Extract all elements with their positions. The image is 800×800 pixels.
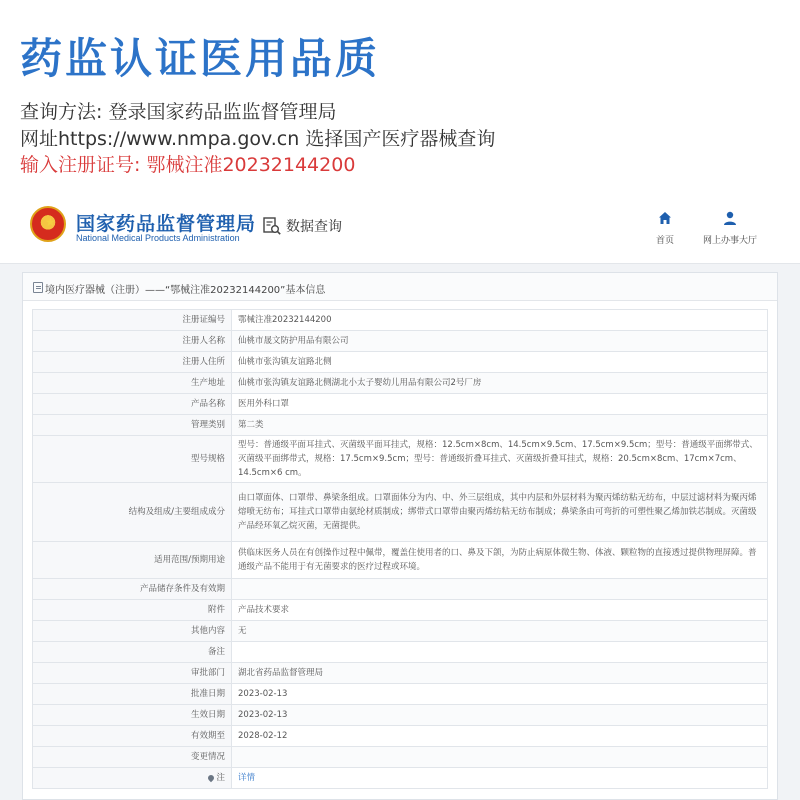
row-value (232, 579, 768, 600)
table-row (33, 415, 768, 436)
row-value (232, 747, 768, 768)
banner-website: 网址https://www.nmpa.gov.cn 选择国产医疗器械查询 (20, 128, 496, 150)
row-value: 第二类 (232, 415, 768, 436)
row-key: 生产地址 (33, 373, 232, 394)
table-row (33, 310, 768, 331)
row-value: 无 (232, 621, 768, 642)
row-key: 变更情况 (33, 747, 232, 768)
row-key: 注册证编号 (33, 310, 232, 331)
row-value: 2023-02-13 (232, 705, 768, 726)
row-value: 2028-02-12 (232, 726, 768, 747)
row-key: 型号规格 (33, 436, 232, 483)
table-row (33, 726, 768, 747)
data-query-label: 数据查询 (286, 219, 342, 235)
table-row (33, 705, 768, 726)
table-row (33, 684, 768, 705)
row-value: 型号：普通级平面耳挂式、灭菌级平面耳挂式，规格：12.5cm×8cm、14.5cm×9.5cm、17.5cm×9.5cm；型号：普通级平面绑带式、灭菌级平面绑带式，规格：17.5cm×9.5cm；型号：普通级折叠耳挂式、灭菌级折叠耳挂式，规格：20.5cm×8cm、17cm×7cm、14.5cm×6 cm。 (232, 436, 768, 483)
table-row (33, 600, 768, 621)
data-query-link[interactable] (262, 216, 342, 236)
nav-online-office[interactable] (700, 210, 760, 248)
details-link[interactable]: 详情 (238, 773, 256, 783)
row-key: 产品名称 (33, 394, 232, 415)
org-name[interactable]: 国家药品监督管理局 (76, 213, 257, 235)
nav-home-label: 首页 (655, 236, 674, 246)
note-label: 注 (216, 772, 225, 783)
table-row (33, 542, 768, 579)
pin-icon (207, 773, 215, 781)
table-row (33, 747, 768, 768)
nmpa-screenshot (0, 188, 800, 800)
row-value: 鄂械注准20232144200 (232, 310, 768, 331)
promo-banner (0, 0, 800, 188)
row-key: 附件 (33, 600, 232, 621)
row-key: 产品储存条件及有效期 (33, 579, 232, 600)
row-key: 生效日期 (33, 705, 232, 726)
document-icon (33, 282, 43, 293)
document-search-icon (262, 216, 282, 236)
banner-title: 药监认证医用品质 (20, 34, 381, 83)
table-row (33, 621, 768, 642)
row-key: 注册人住所 (33, 352, 232, 373)
row-key: 管理类别 (33, 415, 232, 436)
national-emblem-icon: ★ (30, 206, 66, 242)
table-row (33, 579, 768, 600)
info-table (32, 309, 768, 789)
row-value: 湖北省药品监督管理局 (232, 663, 768, 684)
row-value: 供临床医务人员在有创操作过程中佩带，覆盖住使用者的口、鼻及下颌，为防止病原体微生物、体液、颗粒物的直接透过提供物理屏障。普通级产品不能用于有无菌要求的医疗过程或环境。 (232, 542, 768, 579)
org-name-en: National Medical Products Administration (76, 233, 240, 243)
table-row (33, 483, 768, 542)
row-value: 仙桃市晟文防护用品有限公司 (232, 331, 768, 352)
row-value: 仙桃市张沟镇友谊路北侧 (232, 352, 768, 373)
nav-home[interactable] (652, 210, 678, 248)
banner-query-method: 查询方法: 登录国家药品监监督管理局 (20, 101, 337, 123)
panel-title: 境内医疗器械（注册）——“鄂械注准20232144200”基本信息 (45, 285, 326, 296)
table-row (33, 352, 768, 373)
table-row (33, 768, 768, 789)
table-row (33, 642, 768, 663)
user-icon (722, 210, 738, 226)
panel-title-bar (23, 273, 777, 301)
row-key: 适用范围/预期用途 (33, 542, 232, 579)
row-key: 备注 (33, 642, 232, 663)
row-key: 审批部门 (33, 663, 232, 684)
row-key (33, 768, 232, 789)
row-value: 仙桃市张沟镇友谊路北侧湖北小太子婴幼儿用品有限公司2号厂房 (232, 373, 768, 394)
row-key: 其他内容 (33, 621, 232, 642)
table-row (33, 394, 768, 415)
table-row (33, 331, 768, 352)
banner-registration-number: 输入注册证号: 鄂械注准20232144200 (20, 154, 356, 176)
table-row (33, 663, 768, 684)
info-panel (22, 272, 778, 800)
row-key: 结构及组成/主要组成成分 (33, 483, 232, 542)
table-row (33, 436, 768, 483)
row-value (232, 768, 768, 789)
row-key: 批准日期 (33, 684, 232, 705)
row-value: 产品技术要求 (232, 600, 768, 621)
row-value: 医用外科口罩 (232, 394, 768, 415)
table-row (33, 373, 768, 394)
row-value (232, 642, 768, 663)
row-key: 注册人名称 (33, 331, 232, 352)
row-value: 由口罩面体、口罩带、鼻梁条组成。口罩面体分为内、中、外三层组成，其中内层和外层材料为聚丙烯纺粘无纺布，中层过滤材料为聚丙烯熔喷无纺布；耳挂式口罩带由氨纶材质制成；绑带式口罩带由聚丙烯纺粘无纺布制成；鼻梁条由可弯折的可塑性聚乙烯加铁芯制成。灭菌级产品经环氧乙烷灭菌，无菌提供。 (232, 483, 768, 542)
nav-online-office-label: 网上办事大厅 (702, 236, 757, 246)
site-header (0, 188, 800, 264)
home-icon (657, 210, 673, 226)
row-value: 2023-02-13 (232, 684, 768, 705)
row-key: 有效期至 (33, 726, 232, 747)
